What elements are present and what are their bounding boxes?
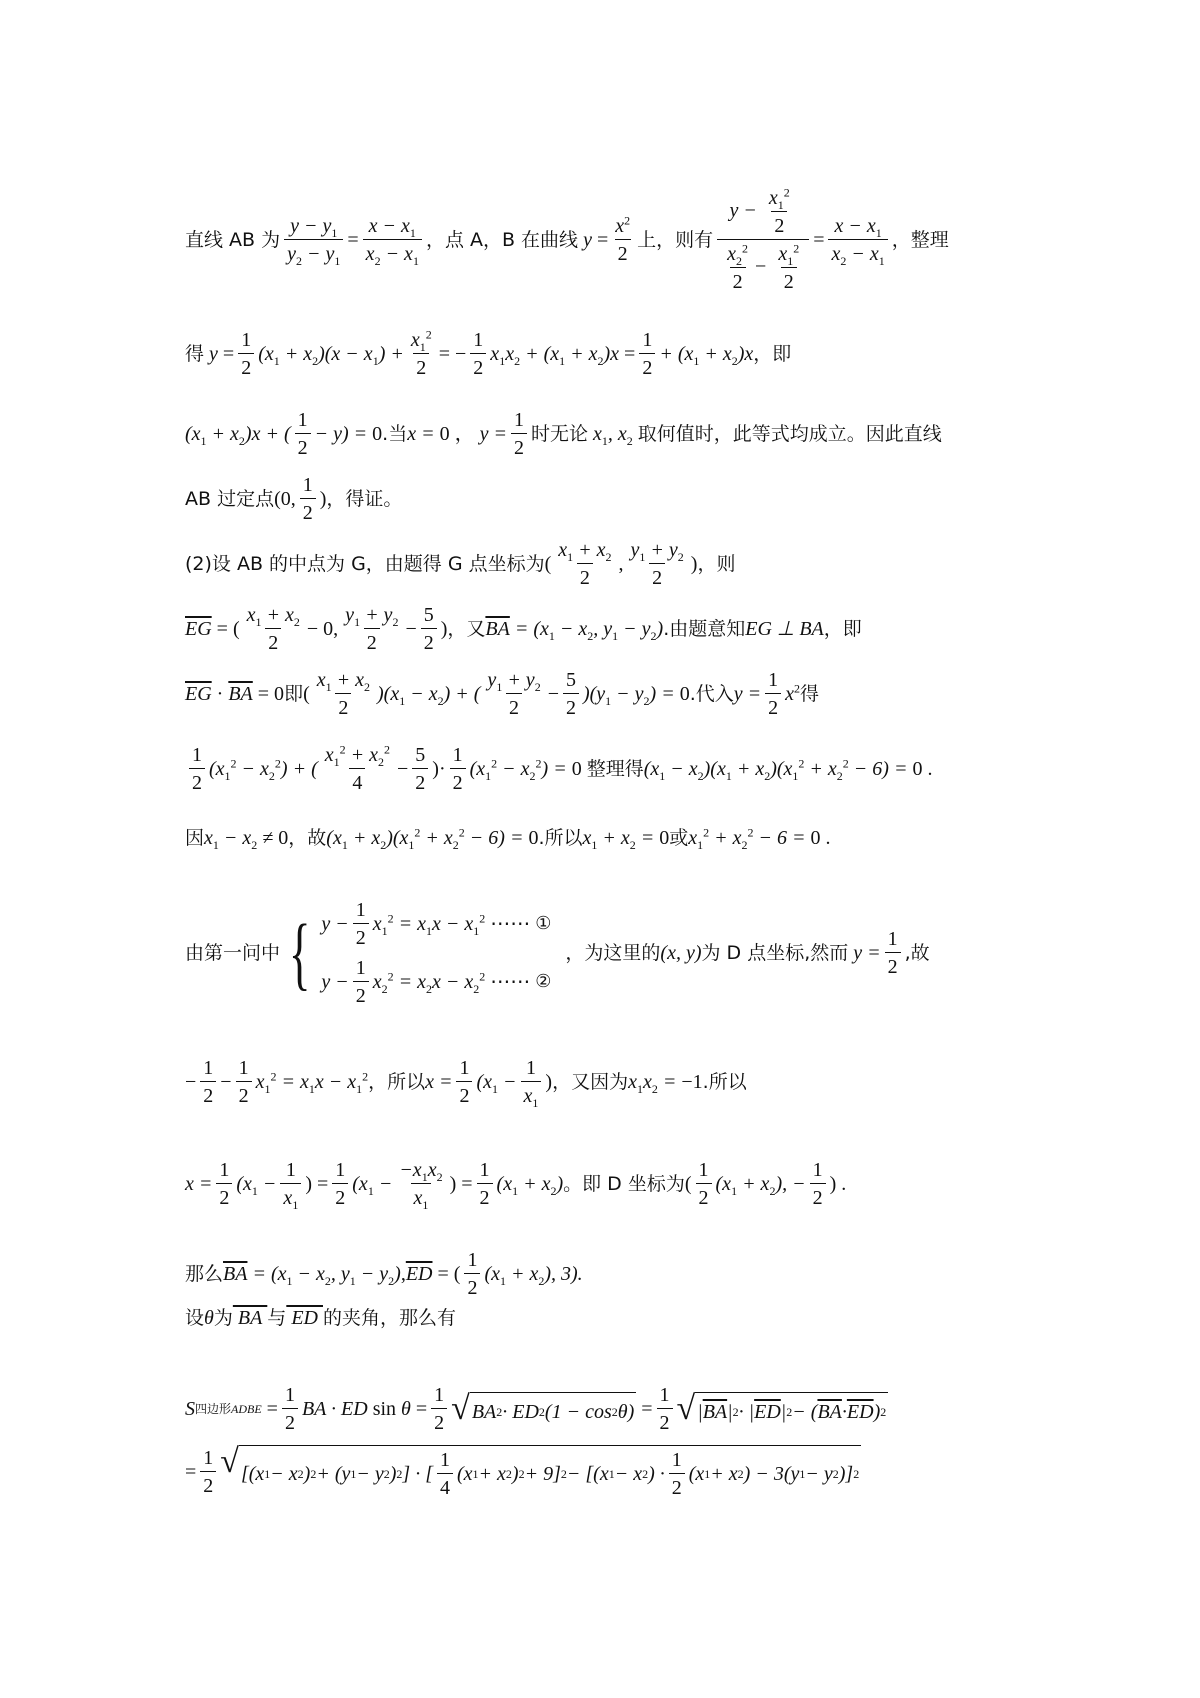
line-8: $\frac{1}{2}$ $(x_1^2 - x_2^2)$ + ( $\frac{x_1^2 + x_2^2}{4}$ − $\frac{5}{2}$ )· $\frac{1}{2}$ $(x_1^2 - x_2^2)$ = 0 整理得 $(x_1 - x_2)(x_1 + x_2)(x_1^2 + x_2^2 - 6)$ = 0 . (185, 745, 932, 793)
fraction: $\frac{x^2}{2}$ (615, 213, 631, 265)
line-7: $\overline{EG}$ · $\overline{BA}$ = 0 即 ( $\frac{x_1 + x_2}{2}$ )$(x_1 - x_2)$ + ( $\frac{y_1 + y_2}{2}$ − $\frac{5}{2}$ )$(y_1 - y_2)$ = 0 .代入 y = $\frac{1}{2}$ $x^2$ 得 (185, 669, 820, 719)
line-11: − $\frac{1}{2}$ − $\frac{1}{2}$ $x_1^2 = x_1x - x_1^2$ ，所以 x = $\frac{1}{2}$ ($x_1$ − $\frac{1}{x_1}$ ) ，又因为 $x_1x_2$ = −1 .所以 (185, 1057, 747, 1110)
fraction: $\frac{y - y_1}{y_2 - y_1}$ (284, 216, 343, 264)
fraction: $\frac{x - x_1}{x_2 - x_1}$ (828, 216, 887, 264)
line-15: S 四边形ADBE = $\frac{1}{2}$ BA · ED sin θ = $\frac{1}{2}$ √ BA 2 · ED 2 (1 − cos 2 θ) = $\frac{1}{2}$ √ | $\overline{BA}$ | 2 · | $\overline{ED}$ | 2 − ( $\overline{BA}$ · $\overline{ED}$ ) 2 (185, 1384, 887, 1434)
line-16: = $\frac{1}{2}$ √ [(x 1 − x 2 ) 2 + (y 1 − y 2 ) 2 ] · [ $\frac{1}{4}$ (x 1 + x 2 ) 2 + 9] 2 − [(x 1 − x 2 ) · $\frac{1}{2}$ (x 1 + x 2 ) − 3(y 1 − y 2 )] 2 (185, 1443, 860, 1499)
line-13: 那么 $\overline{BA}$ = ($x_1 - x_2$, $y_1 - y_2$) , $\overline{ED}$ = ( $\frac{1}{2}$ $(x_1 + x_2)$, 3). (185, 1249, 583, 1299)
line-2: 得 y = $\frac{1}{2}$ $(x_1 + x_2)(x - x_1)$ + $\frac{x_1^2}{2}$ = − $\frac{1}{2}$ $x_1x_2 + (x_1 + x_2)x$ = $\frac{1}{2}$ + $(x_1 + x_2)x$ ，即 (185, 327, 792, 379)
line-5: (2)设 AB 的中点为 G，由题得 G 点坐标为 ( $\frac{x_1 + x_2}{2}$ , $\frac{y_1 + y_2}{2}$ ) ，则 (185, 539, 736, 589)
line-3: $(x_1 + x_2)x$ + ( $\frac{1}{2}$ − y) = 0 .当 x = 0 ， y = $\frac{1}{2}$ 时无论 $x_1$, $x_2$ 取何值时，此等式均成立。因此直线 (185, 409, 942, 459)
line-10: 由第一问中 { y − $\frac{1}{2}$ $x_1^2 = x_1x - x_1^2$ ⋯⋯ ① y − $\frac{1}{2}$ $x_2^2 = x_2x - x_2^2$ ⋯⋯ ② ，为这里的 (x, y) 为 D 点坐标,然而 y = $\frac{1}{2}$ ,故 (185, 899, 930, 1007)
line-6: $\overline{EG}$ = ( $\frac{x_1 + x_2}{2}$ − 0, $\frac{y_1 + y_2}{2}$ − $\frac{5}{2}$ ) ，又 $\overline{BA}$ = ($x_1 - x_2$, $y_1 - y_2$) .由题意知 EG ⊥ BA ，即 (185, 604, 862, 654)
line-9: 因 $x_1 - x_2$ ≠ 0 ，故 $(x_1 + x_2)(x_1^2 + x_2^2 - 6)$ = 0 .所以 $x_1 + x_2$ = 0 或 $x_1^2 + x_2^2 - 6$ = 0 . (185, 825, 831, 852)
line-12: x = $\frac{1}{2}$ ($x_1$ − $\frac{1}{x_1}$ ) = $\frac{1}{2}$ ($x_1$ − $\frac{-x_1x_2}{x_1}$ ) = $\frac{1}{2}$ $(x_1 + x_2)$ 。即 D 坐标为 ( $\frac{1}{2}$ $(x_1 + x_2)$, − $\frac{1}{2}$ ) . (185, 1159, 847, 1212)
line-14: 设 θ 为 BA 与 ED 的夹角，那么有 (185, 1306, 456, 1329)
fraction: $\frac{x - x_1}{x_2 - x_1}$ (363, 216, 422, 264)
line-1: 直线 AB 为 $\frac{y - y_1}{y_2 - y_1}$ = $\frac{x - x_1}{x_2 - x_1}$ ，点 A，B 在曲线 y = $\frac{x^2}{2}$ 上，则有 y − $\frac{x_1^2}{2}$ $\frac{x_2^2}{2}$ − $\frac{x_1^2}{2}$ = $\frac{x - x_1}{x_2 - x_1}$ ，整理 (185, 185, 949, 293)
line-4: AB 过定点 (0, $\frac{1}{2}$ ) ，得证。 (185, 474, 403, 524)
fraction: y − $\frac{x_1^2}{2}$ $\frac{x_2^2}{2}$ − $\frac{x_1^2}{2}$ (717, 188, 809, 292)
